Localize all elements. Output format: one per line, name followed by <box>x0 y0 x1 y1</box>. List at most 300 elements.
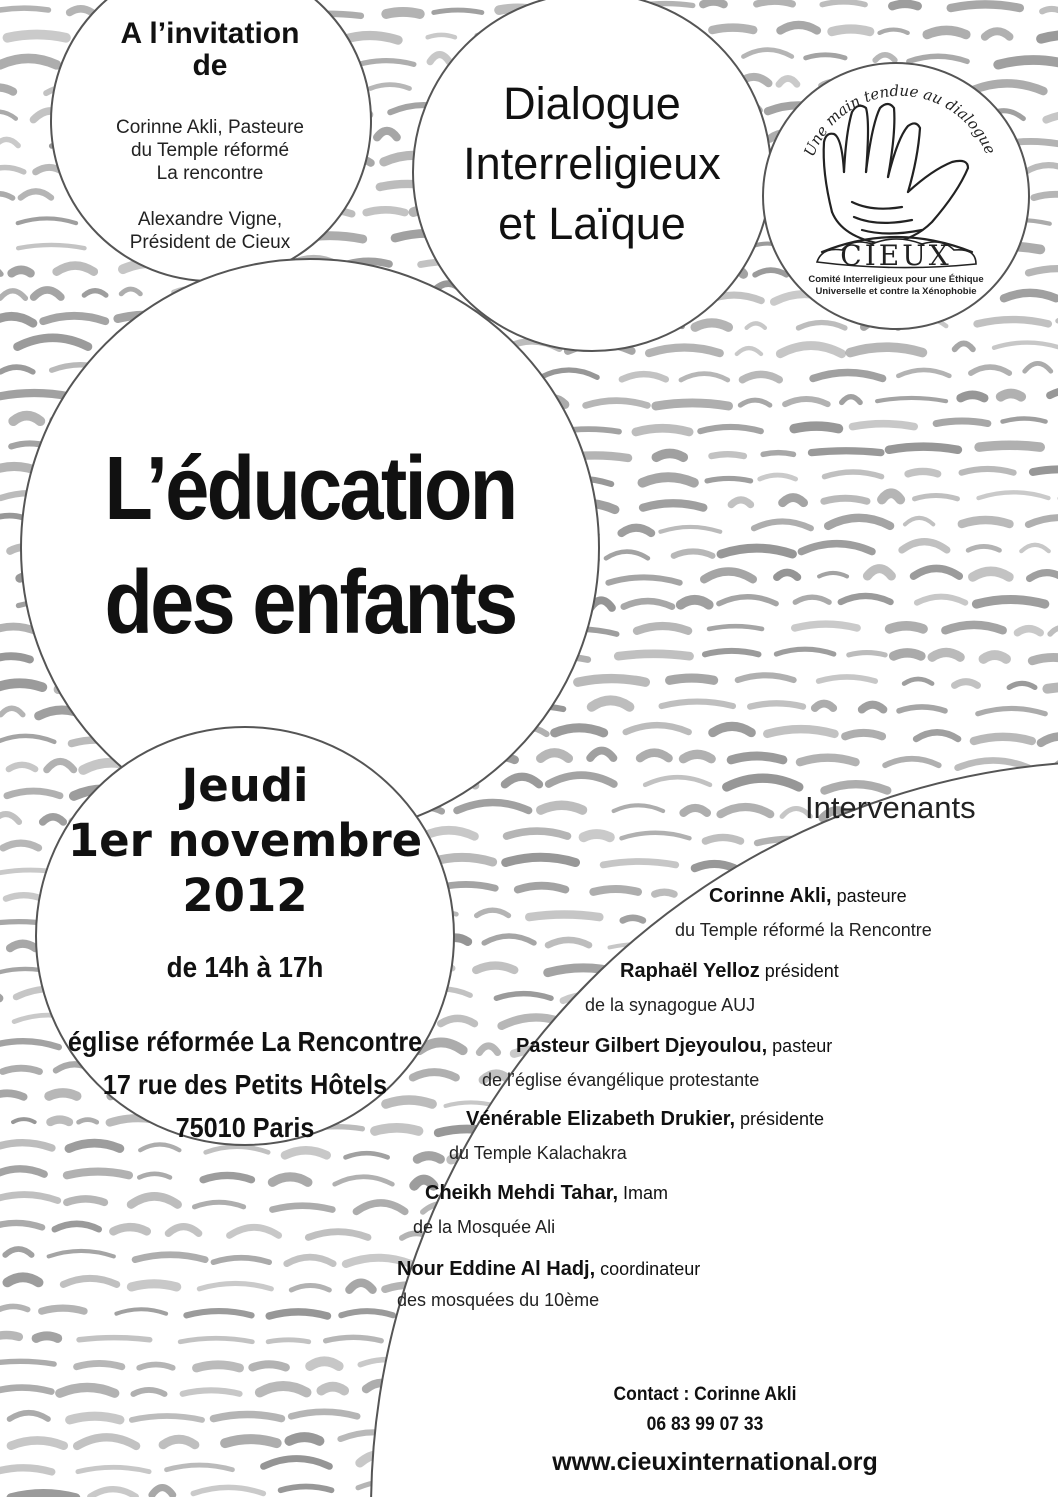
pattern-stroke <box>0 736 54 742</box>
pattern-stroke <box>555 728 604 733</box>
pattern-stroke <box>1001 393 1022 396</box>
pattern-stroke <box>908 471 938 473</box>
pattern-stroke <box>269 1312 327 1316</box>
event-date <box>35 758 455 923</box>
pattern-stroke <box>853 424 915 427</box>
contact-phone: 06 83 99 07 33 <box>646 1414 764 1435</box>
pattern-stroke <box>291 1412 357 1416</box>
pattern-stroke <box>719 597 776 604</box>
pattern-stroke <box>894 653 921 656</box>
pattern-stroke <box>1041 736 1058 742</box>
pattern-stroke <box>9 765 35 769</box>
pattern-stroke <box>193 1487 263 1493</box>
pattern-stroke <box>1033 469 1058 472</box>
pattern-stroke <box>0 814 19 822</box>
pattern-stroke <box>0 139 18 145</box>
pattern-stroke <box>476 966 514 970</box>
pattern-stroke <box>867 569 891 576</box>
speaker-name-line: Cheikh Mehdi Tahar, Imam <box>425 1182 669 1204</box>
pattern-stroke <box>626 725 689 732</box>
pattern-stroke <box>721 807 771 814</box>
pattern-stroke <box>60 1387 115 1393</box>
pattern-stroke <box>731 500 750 505</box>
pattern-stroke <box>800 758 856 762</box>
pattern-stroke <box>819 573 847 577</box>
pattern-stroke <box>849 653 885 655</box>
pattern-stroke <box>1028 518 1058 525</box>
pattern-stroke <box>1050 390 1058 395</box>
pattern-stroke <box>776 649 833 654</box>
pattern-stroke <box>457 802 529 810</box>
dialogue-line2: Interreligieux <box>463 138 721 189</box>
pattern-stroke <box>135 1255 205 1260</box>
pattern-stroke <box>621 528 651 533</box>
pattern-stroke <box>349 1283 372 1290</box>
dialogue-line3: et Laïque <box>498 198 686 249</box>
pattern-stroke <box>3 1068 40 1071</box>
pattern-stroke <box>985 31 1010 36</box>
pattern-stroke <box>695 323 728 327</box>
pattern-stroke <box>281 1486 332 1490</box>
pattern-stroke <box>979 445 1040 447</box>
pattern-stroke <box>0 268 1 274</box>
pattern-stroke <box>186 1311 251 1315</box>
pattern-stroke <box>356 1203 405 1212</box>
pattern-stroke <box>603 861 676 864</box>
pattern-stroke <box>841 596 891 602</box>
pattern-stroke <box>168 1227 198 1234</box>
pattern-stroke <box>1009 683 1035 687</box>
pattern-stroke <box>84 291 106 296</box>
pattern-stroke <box>49 1251 114 1257</box>
event-year: 2012 <box>182 869 308 922</box>
speaker-affiliation: de l’église évangélique protestante <box>482 1070 760 1090</box>
pattern-stroke <box>152 1488 173 1495</box>
pattern-stroke <box>642 477 693 483</box>
pattern-stroke <box>507 831 568 836</box>
pattern-stroke <box>441 1018 475 1023</box>
pattern-stroke <box>1025 165 1058 172</box>
main-title <box>55 432 565 660</box>
pattern-stroke <box>1025 363 1051 371</box>
pattern-stroke <box>335 1177 393 1184</box>
pattern-stroke <box>890 626 923 629</box>
speaker-name-line: Nour Eddine Al Hadj, coordinateur <box>397 1258 701 1280</box>
pattern-stroke <box>17 338 88 347</box>
pattern-stroke <box>213 1414 281 1418</box>
pattern-stroke <box>899 707 945 711</box>
pattern-stroke <box>806 55 845 58</box>
pattern-stroke <box>116 1309 166 1313</box>
pattern-stroke <box>700 427 761 431</box>
pattern-stroke <box>815 704 833 708</box>
main-title-line1: L’éducation <box>104 439 516 539</box>
contact-block <box>572 1380 839 1440</box>
pattern-stroke <box>681 374 728 380</box>
pattern-stroke <box>0 8 48 10</box>
event-time: de 14h à 17h <box>166 952 324 984</box>
pattern-stroke <box>0 1195 58 1201</box>
pattern-stroke <box>10 1413 48 1419</box>
pattern-stroke <box>90 1489 136 1496</box>
pattern-stroke <box>917 597 965 603</box>
pattern-stroke <box>7 35 66 38</box>
pattern-stroke <box>882 493 900 499</box>
pattern-stroke <box>614 805 663 811</box>
pattern-stroke <box>622 833 690 839</box>
pattern-stroke <box>479 1046 497 1053</box>
hand-icon <box>822 104 972 252</box>
pattern-stroke <box>845 733 882 736</box>
pattern-stroke <box>623 918 643 921</box>
pattern-stroke <box>180 1338 252 1342</box>
pattern-stroke <box>983 655 1006 659</box>
pattern-stroke <box>705 837 740 841</box>
dialogue-title <box>412 74 772 254</box>
logo-caption-line2: Universelle et contre la Xénophobie <box>815 286 977 297</box>
pattern-stroke <box>77 1437 136 1446</box>
pattern-stroke <box>131 1284 176 1287</box>
pattern-stroke <box>203 1175 251 1179</box>
event-date-text: 1er novembre <box>67 814 423 867</box>
pattern-stroke <box>21 191 52 197</box>
logo-arc-text: Une main tendue au dialogue <box>800 81 1000 160</box>
event-city: 75010 Paris <box>175 1112 315 1143</box>
pattern-stroke <box>67 1199 105 1203</box>
invitation-hosts <box>62 116 358 254</box>
pattern-stroke <box>742 374 779 379</box>
pattern-stroke <box>636 428 689 432</box>
pattern-stroke <box>541 753 569 759</box>
pattern-stroke <box>496 994 551 999</box>
pattern-stroke <box>905 518 933 524</box>
invitation-title-line2: de <box>192 49 228 82</box>
pattern-stroke <box>308 1232 368 1238</box>
pattern-stroke <box>649 348 720 354</box>
pattern-stroke <box>606 552 648 559</box>
host1-line1: Corinne Akli, Pasteure <box>116 117 304 138</box>
pattern-stroke <box>760 475 796 479</box>
pattern-stroke <box>518 886 566 890</box>
pattern-stroke <box>43 316 105 321</box>
pattern-stroke <box>0 1143 52 1148</box>
pattern-stroke <box>909 56 967 61</box>
pattern-stroke <box>801 544 872 552</box>
pattern-stroke <box>915 495 958 498</box>
pattern-stroke <box>63 1278 116 1284</box>
pattern-stroke <box>904 679 932 684</box>
pattern-stroke <box>712 28 753 30</box>
main-title-line2: des enfants <box>104 553 516 653</box>
pattern-stroke <box>3 843 38 848</box>
speaker-affiliation: de la synagogue AUJ <box>585 995 756 1015</box>
pattern-stroke <box>0 112 16 119</box>
pattern-stroke <box>1017 629 1040 633</box>
pattern-stroke <box>341 1311 393 1315</box>
speaker-affiliation: du Temple réformé la Rencontre <box>675 920 932 940</box>
pattern-stroke <box>681 600 709 605</box>
pattern-stroke <box>705 651 759 654</box>
pattern-stroke <box>584 834 610 837</box>
pattern-stroke <box>731 756 783 760</box>
pattern-stroke <box>57 266 94 272</box>
pattern-stroke <box>430 55 449 62</box>
pattern-stroke <box>592 700 630 706</box>
pattern-stroke <box>885 759 939 766</box>
pattern-stroke <box>973 571 1009 577</box>
pattern-stroke <box>674 551 713 555</box>
pattern-stroke <box>927 30 966 34</box>
pattern-stroke <box>78 1467 149 1471</box>
pattern-stroke <box>819 677 876 681</box>
pattern-stroke <box>783 498 804 503</box>
logo-name: CIEUX <box>840 239 952 272</box>
pattern-stroke <box>590 751 613 758</box>
pattern-stroke <box>321 1387 344 1391</box>
pattern-stroke <box>961 395 984 398</box>
pattern-stroke <box>832 29 870 32</box>
pattern-stroke <box>660 527 720 532</box>
event-day: Jeudi <box>181 759 309 812</box>
pattern-stroke <box>0 1361 54 1364</box>
pattern-stroke <box>936 421 988 423</box>
host2-line1: Alexandre Vigne, <box>137 209 283 230</box>
contact-label: Contact : Corinne Akli <box>613 1384 797 1405</box>
pattern-stroke <box>0 683 42 687</box>
pattern-stroke <box>386 12 419 14</box>
logo-caption-line1: Comité Interreligieux pour une Éthique <box>808 274 984 285</box>
pattern-stroke <box>289 1437 319 1441</box>
pattern-stroke <box>754 521 811 528</box>
pattern-stroke <box>811 451 881 453</box>
pattern-stroke <box>0 1041 59 1047</box>
pattern-stroke <box>624 601 672 607</box>
pattern-stroke <box>656 453 683 457</box>
pattern-stroke <box>737 348 761 354</box>
pattern-stroke <box>914 568 960 576</box>
pattern-stroke <box>727 778 799 787</box>
pattern-stroke <box>850 347 922 352</box>
pattern-stroke <box>139 1174 170 1178</box>
pattern-stroke <box>0 168 24 172</box>
pattern-stroke <box>213 1258 269 1262</box>
pattern-stroke <box>640 753 669 759</box>
pattern-stroke <box>711 454 743 456</box>
speaker-name-line: Raphaël Yelloz président <box>620 960 839 982</box>
pattern-stroke <box>842 397 860 403</box>
pattern-stroke <box>794 426 838 429</box>
pattern-stroke <box>721 548 792 554</box>
pattern-stroke <box>945 625 1002 630</box>
pattern-stroke <box>932 652 960 657</box>
pattern-stroke <box>978 708 1045 713</box>
pattern-stroke <box>643 503 703 507</box>
event-venue: église réformée La Rencontre <box>67 1026 423 1057</box>
pattern-stroke <box>704 572 753 580</box>
pattern-stroke <box>131 1196 178 1204</box>
speaker-affiliation: de la Mosquée Ali <box>413 1217 556 1237</box>
pattern-stroke <box>898 370 949 376</box>
pattern-stroke <box>962 520 1010 524</box>
pattern-stroke <box>0 1223 42 1227</box>
speaker-name-line: Corinne Akli, pasteure <box>709 885 907 907</box>
pattern-stroke <box>951 4 1020 8</box>
pattern-stroke <box>683 808 707 813</box>
pattern-stroke <box>1003 419 1046 422</box>
speaker-affiliation: du Temple Kalachakra <box>449 1143 627 1163</box>
pattern-stroke <box>42 1308 84 1311</box>
pattern-stroke <box>707 478 751 480</box>
pattern-stroke <box>287 1257 334 1264</box>
pattern-stroke <box>889 447 958 450</box>
pattern-stroke <box>183 1390 240 1394</box>
pattern-stroke <box>13 416 40 422</box>
host1-line2: du Temple réformé <box>130 140 290 161</box>
pattern-stroke <box>70 9 92 13</box>
pattern-stroke <box>0 316 33 323</box>
pattern-stroke <box>879 30 907 33</box>
pattern-stroke <box>291 1285 329 1289</box>
pattern-stroke <box>637 626 688 631</box>
pattern-stroke <box>0 1306 28 1309</box>
pattern-stroke <box>310 1361 339 1366</box>
pattern-stroke <box>662 702 733 706</box>
pattern-stroke <box>225 1439 276 1443</box>
pattern-stroke <box>484 936 534 943</box>
pattern-stroke <box>622 374 666 379</box>
pattern-stroke <box>1021 545 1048 551</box>
pattern-stroke <box>167 1465 233 1470</box>
pattern-stroke <box>0 1335 19 1337</box>
pattern-stroke <box>113 1227 146 1231</box>
pattern-stroke <box>618 654 689 656</box>
event-address <box>52 1020 439 1149</box>
pattern-stroke <box>670 678 714 680</box>
pattern-stroke <box>163 1439 195 1445</box>
pattern-stroke <box>740 400 770 405</box>
pattern-stroke <box>974 737 1032 741</box>
pattern-stroke <box>506 857 576 862</box>
dialogue-line1: Dialogue <box>503 78 681 129</box>
pattern-stroke <box>0 367 32 372</box>
pattern-stroke <box>1047 686 1058 688</box>
website-link[interactable]: www.cieuxinternational.org <box>552 1448 878 1476</box>
pattern-stroke <box>0 291 25 298</box>
pattern-stroke <box>55 1224 99 1229</box>
pattern-stroke <box>505 777 539 785</box>
pattern-stroke <box>417 1156 440 1159</box>
pattern-stroke <box>892 4 917 6</box>
speaker-name-line: Vénérable Elizabeth Drukier, présidente <box>466 1108 825 1130</box>
pattern-stroke <box>645 777 710 785</box>
pattern-stroke <box>877 398 946 401</box>
pattern-stroke <box>548 940 589 945</box>
pattern-stroke <box>1041 35 1058 39</box>
pattern-stroke <box>377 131 397 138</box>
pattern-stroke <box>586 401 648 406</box>
pattern-stroke <box>828 518 890 526</box>
pattern-stroke <box>11 1440 64 1445</box>
pattern-stroke <box>713 726 752 732</box>
pattern-stroke <box>0 656 30 659</box>
pattern-stroke <box>139 1364 173 1367</box>
pattern-stroke <box>875 55 895 60</box>
pattern-stroke <box>252 1364 285 1367</box>
pattern-stroke <box>822 2 865 5</box>
pattern-stroke <box>785 399 828 404</box>
pattern-stroke <box>795 624 857 628</box>
pattern-stroke <box>757 1 793 4</box>
pattern-stroke <box>1042 9 1058 11</box>
pattern-stroke <box>608 577 679 582</box>
pattern-stroke <box>34 290 61 297</box>
pattern-stroke <box>683 754 711 758</box>
speaker-affiliation: des mosquées du 10ème <box>397 1290 600 1310</box>
pattern-stroke <box>366 210 404 213</box>
pattern-stroke <box>13 1119 35 1122</box>
pattern-stroke <box>916 732 958 739</box>
invitation-title <box>60 18 360 82</box>
pattern-stroke <box>1 708 23 714</box>
pattern-stroke <box>795 597 829 602</box>
pattern-stroke <box>750 703 803 706</box>
pattern-stroke <box>7 1277 38 1282</box>
pattern-stroke <box>962 469 1014 473</box>
host1-line3: La rencontre <box>156 163 264 184</box>
pattern-stroke <box>703 2 724 5</box>
pattern-stroke <box>272 1206 332 1210</box>
pattern-stroke <box>780 346 841 354</box>
pattern-stroke <box>593 889 638 892</box>
speakers-heading: Intervenants <box>805 790 976 825</box>
pattern-stroke <box>370 85 409 89</box>
pattern-stroke <box>709 626 762 629</box>
event-street: 17 rue des Petits Hôtels <box>102 1069 388 1100</box>
pattern-stroke <box>268 1340 309 1342</box>
pattern-stroke <box>260 1386 307 1392</box>
pattern-stroke <box>0 1169 44 1174</box>
pattern-stroke <box>477 910 509 915</box>
invitation-title-line1: A l’invitation <box>120 17 300 50</box>
pattern-stroke <box>133 1390 164 1394</box>
pattern-stroke <box>132 1416 202 1420</box>
pattern-stroke <box>0 1093 24 1097</box>
pattern-stroke <box>36 1336 58 1339</box>
pattern-stroke <box>5 1249 31 1255</box>
pattern-stroke <box>695 864 734 868</box>
pattern-stroke <box>777 572 798 577</box>
pattern-stroke <box>976 600 1044 605</box>
pattern-stroke <box>994 343 1058 348</box>
pattern-stroke <box>813 372 882 378</box>
pattern-stroke <box>1030 573 1058 579</box>
pattern-stroke <box>549 775 614 784</box>
pattern-stroke <box>529 914 599 917</box>
pattern-stroke <box>0 1468 52 1472</box>
pattern-stroke <box>428 35 455 37</box>
pattern-stroke <box>285 1150 327 1155</box>
pattern-stroke <box>79 1338 150 1340</box>
pattern-stroke <box>1050 628 1058 634</box>
pattern-stroke <box>194 1202 243 1207</box>
pattern-stroke <box>12 270 31 273</box>
pattern-stroke <box>229 1227 278 1235</box>
pattern-stroke <box>825 472 882 477</box>
pattern-stroke <box>656 403 729 406</box>
pattern-stroke <box>578 679 645 683</box>
pattern-stroke <box>0 194 13 198</box>
pattern-stroke <box>1032 657 1058 660</box>
